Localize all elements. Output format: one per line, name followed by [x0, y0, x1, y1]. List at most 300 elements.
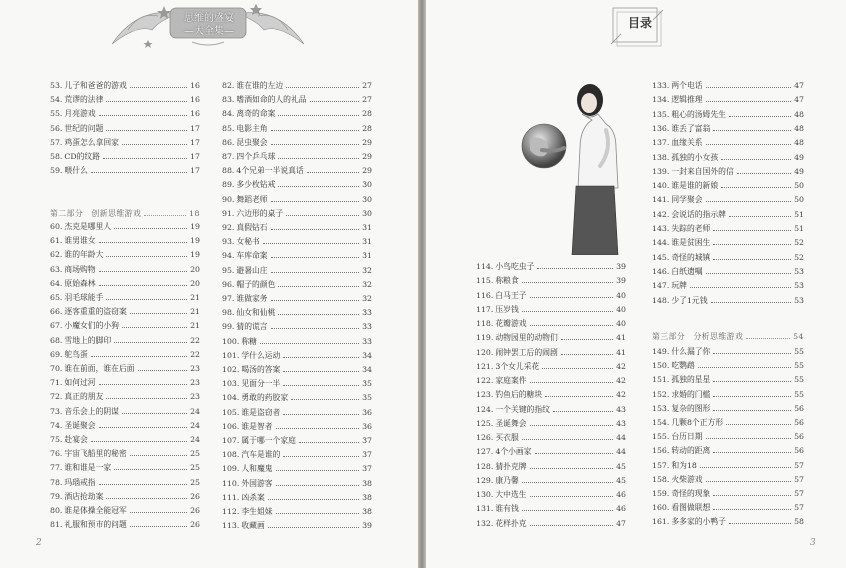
entry-number: 104.: [222, 393, 240, 403]
woman-with-globe-illustration: [514, 70, 634, 255]
entry-number: 83.: [222, 95, 235, 105]
toc-entry: [222, 265, 372, 276]
entry-title: 凶杀案: [241, 492, 265, 502]
entry-number: 88.: [222, 166, 235, 176]
leader-dots: [276, 422, 360, 429]
toc-entry: [476, 361, 626, 372]
entry-number: 125.: [476, 418, 494, 428]
leader-dots: [271, 266, 359, 273]
book-gutter: [418, 0, 426, 568]
toc-entry: [222, 449, 372, 460]
leader-dots: [706, 475, 792, 482]
toc-entry: [222, 364, 372, 375]
entry-page: 23: [190, 364, 200, 373]
leader-dots: [713, 503, 791, 510]
leader-dots: [713, 390, 791, 397]
entry-title: 真正的朋友: [64, 392, 104, 402]
toc-entry: [652, 488, 804, 499]
toc-entry: [652, 80, 804, 91]
entry-page: 42: [616, 376, 626, 385]
entry-number: 157.: [652, 460, 670, 470]
toc-entry: [652, 94, 804, 105]
entry-number: 86.: [222, 137, 235, 147]
entry-number: 161.: [652, 517, 670, 527]
entry-number: 143.: [652, 224, 670, 233]
entry-title: 帽子的颜色: [236, 279, 276, 289]
entry-page: 57: [794, 474, 804, 484]
toc-entry: [476, 332, 626, 343]
entry-number: 146.: [652, 266, 670, 276]
entry-title: 谁是贫困生: [671, 238, 711, 248]
entry-page: 39: [616, 276, 626, 286]
entry-title: 谁有钱: [495, 504, 519, 514]
entry-page: 40: [616, 304, 626, 314]
toc-entry: [652, 360, 804, 371]
entry-title: 粗心的汤姆先生: [671, 109, 726, 119]
entry-page: 55: [794, 389, 804, 399]
leader-dots: [713, 238, 791, 245]
entry-page: 30: [362, 208, 372, 218]
entry-number: 84.: [222, 109, 235, 119]
leader-dots: [713, 347, 791, 354]
entry-title: 孤独的星星: [671, 375, 711, 385]
entry-page: 16: [190, 81, 200, 90]
entry-page: 22: [190, 335, 200, 345]
entry-title: 嗜酒如命的人的礼品: [236, 95, 307, 105]
leader-dots: [310, 95, 360, 102]
entry-number: 121.: [476, 361, 494, 371]
entry-number: 100.: [222, 336, 240, 346]
entry-title: 逐客重重的盗窃案: [64, 307, 127, 317]
leader-dots: [106, 492, 187, 499]
toc-entry: [222, 293, 372, 304]
leader-dots: [103, 152, 187, 159]
entry-number: 99.: [222, 322, 235, 332]
entry-page: 31: [362, 237, 372, 247]
leader-dots: [278, 109, 359, 116]
entry-title: 礼服和预市的问题: [64, 520, 127, 530]
leader-dots: [561, 333, 613, 340]
entry-page: 57: [794, 460, 804, 470]
toc-entry: [476, 389, 626, 400]
entry-page: 25: [190, 463, 200, 473]
leader-dots: [91, 435, 187, 442]
toc-entry: [476, 461, 626, 472]
leader-dots: [307, 166, 359, 173]
entry-number: 61.: [50, 236, 63, 246]
entry-number: 145.: [652, 252, 670, 262]
toc-entry: [50, 278, 200, 289]
leader-dots: [713, 404, 791, 411]
entry-number: 131.: [476, 504, 494, 514]
entry-page: 37: [362, 436, 372, 445]
toc-entry: [652, 474, 804, 485]
entry-number: 96.: [222, 279, 235, 289]
entry-page: 40: [616, 290, 626, 300]
leader-dots: [530, 291, 614, 298]
toc-entry: [50, 391, 200, 402]
toc-entry: [476, 375, 626, 386]
leader-dots: [271, 124, 359, 131]
toc-entry: [50, 477, 200, 488]
entry-title: 谁做家务: [236, 294, 268, 303]
entry-title: 转动的距离: [671, 446, 711, 456]
toc-entry: [222, 123, 372, 134]
leader-dots: [99, 378, 187, 385]
entry-page: 40: [616, 319, 626, 328]
entry-title: 多多家的小鸭子: [671, 517, 726, 527]
leader-dots: [271, 294, 359, 301]
entry-page: 34: [362, 350, 372, 360]
leader-dots: [99, 279, 187, 286]
entry-number: 60.: [50, 222, 63, 231]
leader-dots: [268, 521, 359, 528]
entry-number: 103.: [222, 379, 240, 389]
entry-page: 44: [616, 433, 626, 442]
entry-page: 31: [362, 223, 372, 232]
entry-number: 78.: [50, 477, 63, 487]
leader-dots: [737, 167, 791, 174]
entry-title: 收藏画: [241, 521, 265, 531]
leader-dots: [91, 350, 187, 357]
toc-entry: [50, 235, 200, 246]
left-page: [0, 0, 418, 568]
entry-number: 158.: [652, 474, 670, 484]
entry-title: 汽车是谁的: [241, 450, 281, 460]
entry-title: 闹钟罢工后的闹剧: [495, 347, 558, 357]
leader-dots: [130, 81, 187, 88]
toc-entry: [652, 346, 804, 357]
toc-entry: [652, 223, 804, 234]
entry-page: 50: [794, 195, 804, 205]
toc-entry: [652, 137, 804, 148]
entry-number: 160.: [652, 503, 670, 513]
entry-title: 荒谬的法律: [64, 95, 104, 105]
entry-number: 119.: [476, 333, 494, 343]
entry-page: 38: [362, 478, 372, 488]
leader-dots: [291, 393, 359, 400]
toc-entry: [476, 318, 626, 329]
entry-title: 杰克是哪里人: [64, 222, 112, 231]
entry-title: 如何过河: [64, 378, 96, 388]
entry-number: 56.: [50, 123, 63, 133]
entry-number: 70.: [50, 364, 63, 373]
entry-number: 64.: [50, 278, 63, 288]
leader-dots: [99, 478, 187, 485]
entry-number: 75.: [50, 435, 63, 444]
leader-dots: [278, 280, 359, 287]
toc-entry: [476, 347, 626, 358]
entry-number: 149.: [652, 347, 670, 356]
entry-page: 53: [794, 281, 804, 291]
entry-page: 35: [362, 393, 372, 403]
entry-number: 97.: [222, 294, 235, 303]
entry-title: 动物园里的动物们: [495, 333, 558, 343]
entry-page: 17: [190, 123, 200, 133]
entry-number: 85.: [222, 123, 235, 133]
entry-number: 127.: [476, 447, 494, 457]
leader-dots: [260, 337, 359, 344]
entry-title: 仙女和仙桃: [236, 308, 276, 318]
toc-entry: [50, 491, 200, 502]
entry-number: 54.: [50, 95, 63, 105]
leader-dots: [706, 267, 792, 274]
entry-page: 16: [190, 95, 200, 105]
leader-dots: [700, 461, 791, 468]
entry-title: 四个乒乓球: [236, 152, 276, 161]
entry-page: 52: [794, 252, 804, 262]
entry-page: 46: [616, 490, 626, 499]
entry-number: 124.: [476, 404, 494, 414]
leader-dots: [271, 195, 359, 202]
section-heading-part-2: [50, 208, 200, 219]
entry-number: 112.: [222, 507, 240, 516]
toc-entry: [50, 505, 200, 516]
toc-entry: [476, 404, 626, 415]
entry-number: 138.: [652, 152, 670, 162]
entry-page: 41: [616, 347, 626, 357]
entry-title: 谁是谁的新娘: [671, 181, 719, 191]
toc-entry: [222, 478, 372, 489]
toc-entry: [222, 520, 372, 531]
entry-number: 109.: [222, 464, 240, 474]
entry-title: 原始森林: [64, 278, 96, 288]
entry-number: 140.: [652, 181, 670, 191]
entry-page: 26: [190, 491, 200, 501]
entry-page: 27: [362, 81, 372, 90]
toc-title: 目录: [627, 16, 652, 30]
toc-entry: [222, 407, 372, 418]
toc-entry: [222, 194, 372, 205]
entry-page: 33: [362, 322, 372, 332]
leader-dots: [122, 321, 187, 328]
toc-entry: [222, 435, 372, 446]
section-page: 18: [189, 209, 200, 218]
entry-number: 154.: [652, 418, 670, 427]
entry-page: 34: [362, 365, 372, 374]
leader-dots: [106, 250, 187, 257]
entry-number: 133.: [652, 81, 670, 90]
entry-number: 58.: [50, 152, 63, 161]
entry-page: 45: [616, 461, 626, 471]
leader-dots: [746, 332, 790, 339]
entry-title: 车库命案: [236, 251, 268, 261]
leader-dots: [271, 223, 359, 230]
leader-dots: [713, 489, 791, 496]
entry-page: 45: [616, 475, 626, 485]
leader-dots: [271, 322, 359, 329]
entry-page: 56: [794, 446, 804, 456]
leader-dots: [278, 308, 359, 315]
toc-entry: [50, 292, 200, 303]
entry-title: 家庭案件: [495, 376, 527, 385]
entry-number: 123.: [476, 390, 494, 400]
toc-entry: [50, 108, 200, 119]
entry-title: 圣诞聚会: [64, 420, 96, 430]
toc-entry: [652, 389, 804, 400]
leader-dots: [276, 464, 360, 471]
entry-number: 62.: [50, 250, 63, 260]
entry-number: 141.: [652, 195, 670, 205]
entry-title: 谁男谁女: [64, 236, 96, 246]
entry-page: 52: [794, 238, 804, 248]
leader-dots: [530, 419, 614, 426]
leader-dots: [726, 418, 791, 425]
toc-entry: [222, 336, 372, 347]
entry-title: 谁和谁是一家: [64, 463, 112, 473]
entry-page: 30: [362, 180, 372, 190]
leader-dots: [530, 376, 614, 383]
leader-dots: [122, 138, 187, 145]
entry-page: 56: [794, 418, 804, 427]
toc-entry: [222, 179, 372, 190]
entry-title: 六边形的桌子: [236, 208, 284, 218]
entry-page: 21: [190, 293, 200, 302]
entry-number: 89.: [222, 180, 235, 190]
toc-entry: [652, 374, 804, 385]
toc-entry: [222, 208, 372, 219]
toc-entry: [50, 137, 200, 148]
entry-page: 47: [794, 81, 804, 90]
entry-title: 酒店抢劫案: [64, 491, 104, 501]
toc-entry: [476, 475, 626, 486]
entry-page: 48: [794, 109, 804, 119]
entry-page: 17: [190, 137, 200, 147]
toc-entry: [50, 406, 200, 417]
entry-title: 什么漏了你: [671, 347, 711, 356]
entry-page: 39: [362, 521, 372, 531]
toc-entry: [222, 421, 372, 432]
entry-number: 114.: [476, 262, 494, 271]
leader-dots: [144, 209, 186, 216]
toc-entry: [652, 280, 804, 291]
leader-dots: [278, 180, 359, 187]
entry-title: 人和魔鬼: [241, 464, 273, 474]
toc-entry: [222, 94, 372, 105]
leader-dots: [114, 222, 187, 229]
entry-title: 见面分一半: [241, 379, 281, 389]
entry-page: 32: [362, 294, 372, 303]
entry-page: 25: [190, 477, 200, 487]
leader-dots: [530, 319, 614, 326]
entry-page: 24: [190, 420, 200, 430]
entry-number: 67.: [50, 321, 63, 331]
entry-number: 116.: [476, 290, 494, 300]
toc-entry: [222, 378, 372, 389]
entry-title: 谁是盗窃者: [241, 407, 281, 417]
toc-entry: [50, 519, 200, 530]
leader-dots: [530, 519, 614, 526]
toc-entry: [476, 446, 626, 457]
toc-entry: [476, 275, 626, 286]
entry-number: 63.: [50, 264, 63, 274]
entry-title: 买衣服: [495, 433, 519, 442]
leader-dots: [99, 421, 187, 428]
entry-number: 118.: [476, 319, 494, 328]
leader-dots: [729, 517, 791, 524]
entry-title: 血缘关系: [671, 138, 703, 148]
entry-page: 51: [794, 209, 804, 219]
entry-page: 33: [362, 308, 372, 318]
leader-dots: [271, 138, 359, 145]
entry-page: 19: [190, 250, 200, 260]
entry-title: 求婚的门槛: [671, 389, 711, 399]
entry-page: 37: [362, 450, 372, 460]
toc-entry: [50, 448, 200, 459]
entry-page: 44: [616, 447, 626, 457]
toc-entry: [222, 392, 372, 403]
entry-page: 53: [794, 295, 804, 305]
toc-entry: [50, 165, 200, 176]
leader-dots: [713, 446, 791, 453]
entry-number: 130.: [476, 490, 494, 499]
entry-page: 37: [362, 464, 372, 474]
leader-dots: [721, 181, 791, 188]
entry-page: 55: [794, 375, 804, 385]
entry-page: 56: [794, 432, 804, 442]
entry-title: 会说话的指示牌: [671, 209, 726, 219]
entry-title: 称糖: [241, 336, 257, 346]
toc-entry: [652, 403, 804, 414]
entry-title: 鸡蛋怎么拿回家: [64, 137, 119, 147]
leader-dots: [698, 361, 791, 368]
leader-dots: [276, 507, 360, 514]
entry-number: 106.: [222, 421, 240, 431]
entry-page: 20: [190, 264, 200, 274]
toc-entry: [50, 363, 200, 374]
entry-page: 49: [794, 166, 804, 176]
entry-title: 多少枚钻戒: [236, 180, 276, 190]
toc-entry: [50, 349, 200, 360]
leader-dots: [286, 209, 359, 216]
toc-entry: [50, 434, 200, 445]
entry-number: 159.: [652, 489, 670, 498]
toc-entry: [222, 279, 372, 290]
entry-number: 73.: [50, 406, 63, 416]
toc-entry: [652, 194, 804, 205]
entry-page: 31: [362, 251, 372, 261]
toc-entry: [652, 266, 804, 277]
entry-title: 小鸟吃虫子: [495, 262, 535, 271]
toc-entry: [222, 307, 372, 318]
leader-dots: [713, 224, 791, 231]
entry-title: 电影主角: [236, 123, 268, 133]
entry-title: 女秘书: [236, 237, 260, 247]
leader-dots: [721, 153, 791, 160]
entry-page: 57: [794, 489, 804, 498]
entry-page: 29: [362, 166, 372, 176]
entry-title: 喝汤的答案: [241, 365, 281, 374]
entry-title: 小魔女们的小狗: [64, 321, 119, 331]
leader-dots: [713, 124, 791, 131]
entry-title: 昆虫聚会: [236, 137, 268, 147]
toc-entry: [222, 222, 372, 233]
entry-title: 少了1元钱: [671, 295, 708, 305]
entry-title: 舞蹈老师: [236, 194, 268, 204]
entry-page: 58: [794, 517, 804, 527]
section-label: 第二部分 创新思维游戏: [50, 209, 142, 218]
leader-dots: [122, 407, 187, 414]
entry-title: 学什么运动: [241, 350, 281, 360]
entry-number: 82.: [222, 81, 235, 90]
toc-entry: [652, 516, 804, 527]
entry-number: 137.: [652, 138, 670, 148]
entry-title: 两个电话: [671, 81, 703, 90]
entry-number: 68.: [50, 335, 63, 345]
entry-title: 猜的谎言: [236, 322, 268, 332]
leader-dots: [99, 236, 187, 243]
entry-number: 92.: [222, 223, 235, 232]
